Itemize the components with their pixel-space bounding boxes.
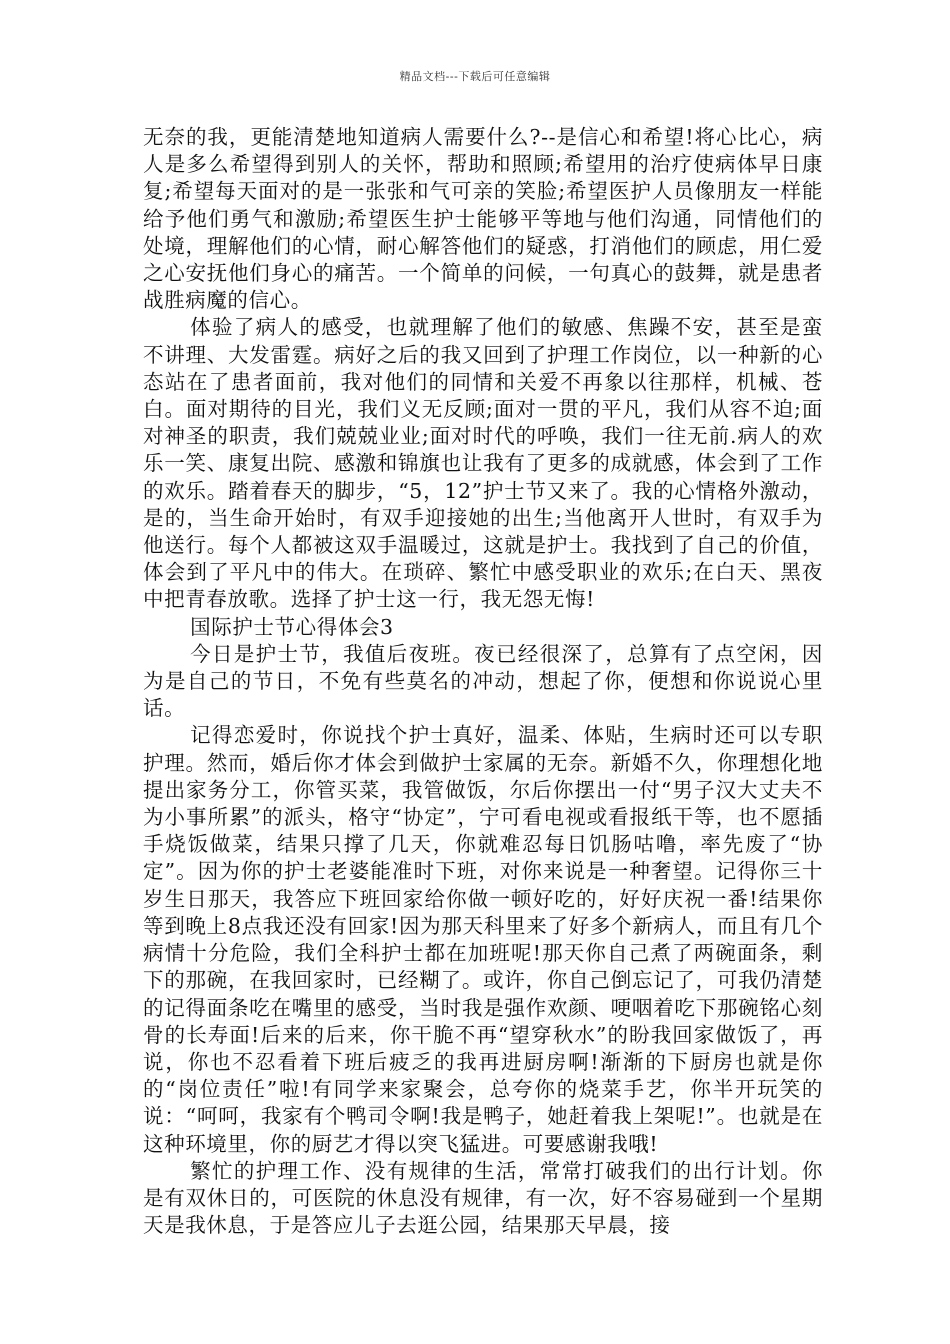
paragraph-2: 体验了病人的感受，也就理解了他们的敏感、焦躁不安，甚至是蛮不讲理、大发雷霆。病好之后的我又回到了护理工作岗位，以一种新的心态站在了患者面前，我对他们的同情和关爱不再象以往那样，机械、苍白。面对期待的目光，我们义无反顾;面对一贯的平凡，我们从容不迫;面对神圣的职责，我们兢兢业业;面对时代的呼唤，我们一往无前.病人的欢乐一笑、康复出院、感激和锦旗也让我有了更多的成就感，体会到了工作的欢乐。踏着春天的脚步，“5，12”护士节又来了。我的心情格外激动，是的，当生命开始时，有双手迎接她的出生;当他离开人世时，有双手为他送行。每个人都被这双手温暖过，这就是护士。我找到了自己的价值，体会到了平凡中的伟大。在琐碎、繁忙中感受职业的欢乐;在白天、黑夜中把青春放歌。选择了护士这一行，我无怨无悔! bbox=[143, 315, 823, 612]
paragraph-1: 无奈的我，更能清楚地知道病人需要什么?--是信心和希望!将心比心，病人是多么希望得到别人的关怀，帮助和照顾;希望用的治疗使病体早日康复;希望每天面对的是一张张和气可亲的笑脸;希望医护人员像朋友一样能给予他们勇气和激励;希望医生护士能够平等地与他们沟通，同情他们的处境，理解他们的心情，耐心解答他们的疑惑，打消他们的顾虑，用仁爱之心安抚他们身心的痛苦。一个简单的问候，一句真心的鼓舞，就是患者战胜病魔的信心。 bbox=[143, 125, 823, 313]
section-heading: 国际护士节心得体会3 bbox=[190, 614, 394, 639]
paragraph-3: 今日是护士节，我值后夜班。夜已经很深了，总算有了点空闲，因为是自己的节日，不免有些莫名的冲动，想起了你，便想和你说说心里话。 bbox=[143, 641, 823, 721]
paragraph-5: 繁忙的护理工作、没有规律的生活，常常打破我们的出行计划。你是有双休日的，可医院的休息没有规律，有一次，好不容易碰到一个星期天是我休息，于是答应儿子去逛公园，结果那天早晨，接 bbox=[143, 1158, 823, 1238]
document-body bbox=[143, 124, 823, 1239]
paragraph-4: 记得恋爱时，你说找个护士真好，温柔、体贴，生病时还可以专职护理。然而，婚后你才体会到做护士家属的无奈。新婚不久，你理想化地提出家务分工，你管买菜，我管做饭，尔后你摆出一付“男子汉大丈夫不为小事所累”的派头，格守“协定”，宁可看电视或看报纸干等，也不愿插手烧饭做菜，结果只撑了几天，你就难忍每日饥肠咕噜，率先废了“协定”。因为你的护士老婆能准时下班，对你来说是一种奢望。记得你三十岁生日那天，我答应下班回家给你做一顿好吃的，好好庆祝一番!结果你等到晚上8点我还没有回家!因为那天科里来了好多个新病人，而且有几个病情十分危险，我们全科护士都在加班呢!那天你自己煮了两碗面条，剩下的那碗，在我回家时，已经糊了。或许，你自己倒忘记了，可我仍清楚的记得面条吃在嘴里的感受，当时我是强作欢颜、哽咽着吃下那碗铭心刻骨的长寿面!后来的后来，你干脆不再“望穿秋水”的盼我回家做饭了，再说，你也不忍看着下班后疲乏的我再进厨房啊!渐渐的下厨房也就是你的“岗位责任”啦!有同学来家聚会，总夸你的烧菜手艺，你半开玩笑的说：“呵呵，我家有个鸭司令啊!我是鸭子，她赶着我上架呢!”。也就是在这种环境里，你的厨艺才得以突飞猛进。可要感谢我哦! bbox=[143, 723, 823, 1156]
page-header: 精品文档---下载后可任意编辑 bbox=[399, 70, 551, 83]
